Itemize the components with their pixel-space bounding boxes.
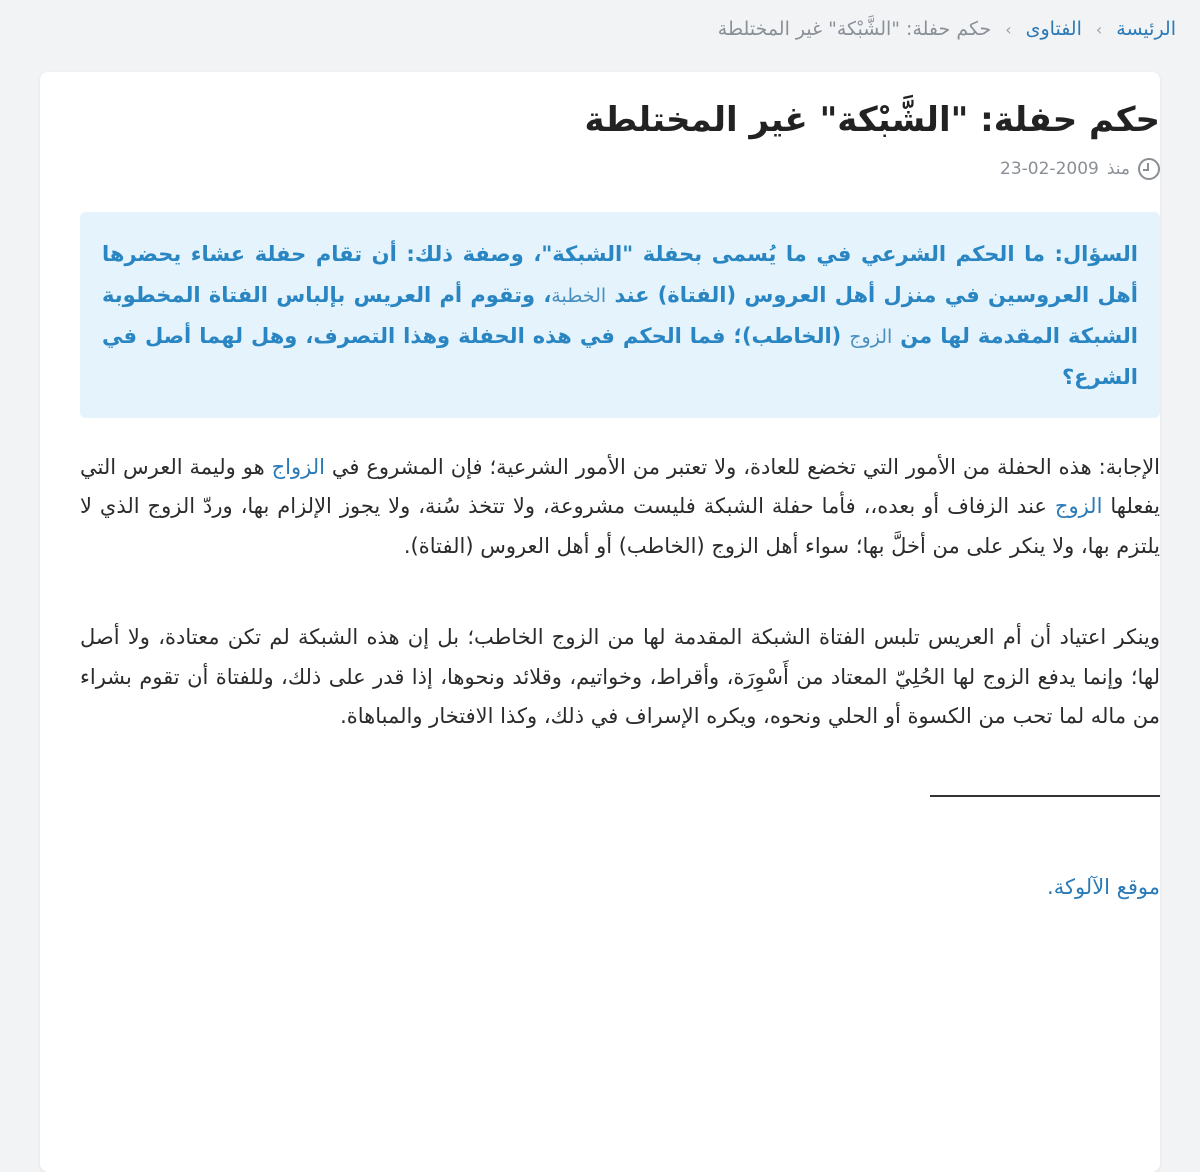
question-text: السؤال: ما الحكم الشرعي في ما يُسمى بحفلة "الشبكة"، وصفة ذلك: أن تقام حفلة عشاء يحضرها أهل العروسين في منزل أهل العروس (الفتاة) عند [102, 242, 1138, 308]
question-box [80, 212, 1160, 418]
clock-icon [1138, 158, 1160, 180]
breadcrumb-fatwas-link[interactable]: الفتاوى [1025, 18, 1082, 40]
source-link[interactable]: موقع الآلوكة. [1047, 874, 1160, 899]
breadcrumb-current: حكم حفلة: "الشَّبْكة" غير المختلطة [717, 18, 992, 40]
page-title: حكم حفلة: "الشَّبْكة" غير المختلطة [584, 100, 1160, 140]
date-prefix: منذ [1106, 159, 1130, 180]
answer-text: عند الزفاف أو بعده،، فأما حفلة الشبكة فليست مشروعة، ولا تتخذ سُنة، ولا يجوز الإلزام بها، وردّ الزوج الذي لا يلتزم بها، ولا ينكر على من أخلَّ بها؛ سواء أهل الزوج (الخاطب) أو أهل العروس (الفتاة). [80, 494, 1160, 558]
divider [930, 795, 1160, 797]
khutba-link[interactable]: الخطبة [551, 285, 607, 308]
zawj-link[interactable]: الزوج [849, 326, 893, 349]
answer-paragraph [80, 448, 1160, 566]
question-text: (الخاطب)؛ فما الحكم في هذه الحفلة وهذا التصرف، وهل لهما أصل في الشرع؟ [102, 324, 1138, 389]
article-card [40, 72, 1160, 1172]
chevron-left-icon: › [1005, 19, 1012, 39]
answer-text: هو وليمة العرس التي يفعلها [80, 454, 1160, 519]
chevron-left-icon: › [1095, 19, 1103, 39]
breadcrumb [24, 18, 1176, 40]
question-text: ، وتقوم أم العريس بإلباس الفتاة المخطوبة الشبكة المقدمة لها من [102, 283, 1138, 349]
answer-text: الإجابة: هذه الحفلة من الأمور التي تخضع للعادة، ولا تعتبر من الأمور الشرعية؛ فإن المشروع في [324, 454, 1161, 479]
zawj-link[interactable]: الزوج [1054, 494, 1103, 519]
answer-body [80, 448, 1160, 737]
answer-paragraph: وينكر اعتياد أن أم العريس تلبس الفتاة الشبكة المقدمة لها من الزوج الخاطب؛ بل إن هذه الشبكة لم تكن معتادة، ولا أصل لها؛ وإنما يدفع الزوج لها الحُلِيّ المعتاد من أَسْوِرَة، وأقراط، وخواتيم، وقلائد ونحوها، إذا قدر على ذلك، وللفتاة أن تقوم بشراء من ماله لما تحب من الكسوة أو الحلي ونحوه، ويكره الإسراف في ذلك، وكذا الافتخار والمباهاة. [80, 625, 1160, 729]
article-meta [80, 158, 1160, 180]
zawaj-link[interactable]: الزواج [271, 454, 325, 479]
publish-date: 23-02-2009 [1000, 159, 1099, 180]
breadcrumb-home-link[interactable]: الرئيسة [1116, 18, 1176, 40]
